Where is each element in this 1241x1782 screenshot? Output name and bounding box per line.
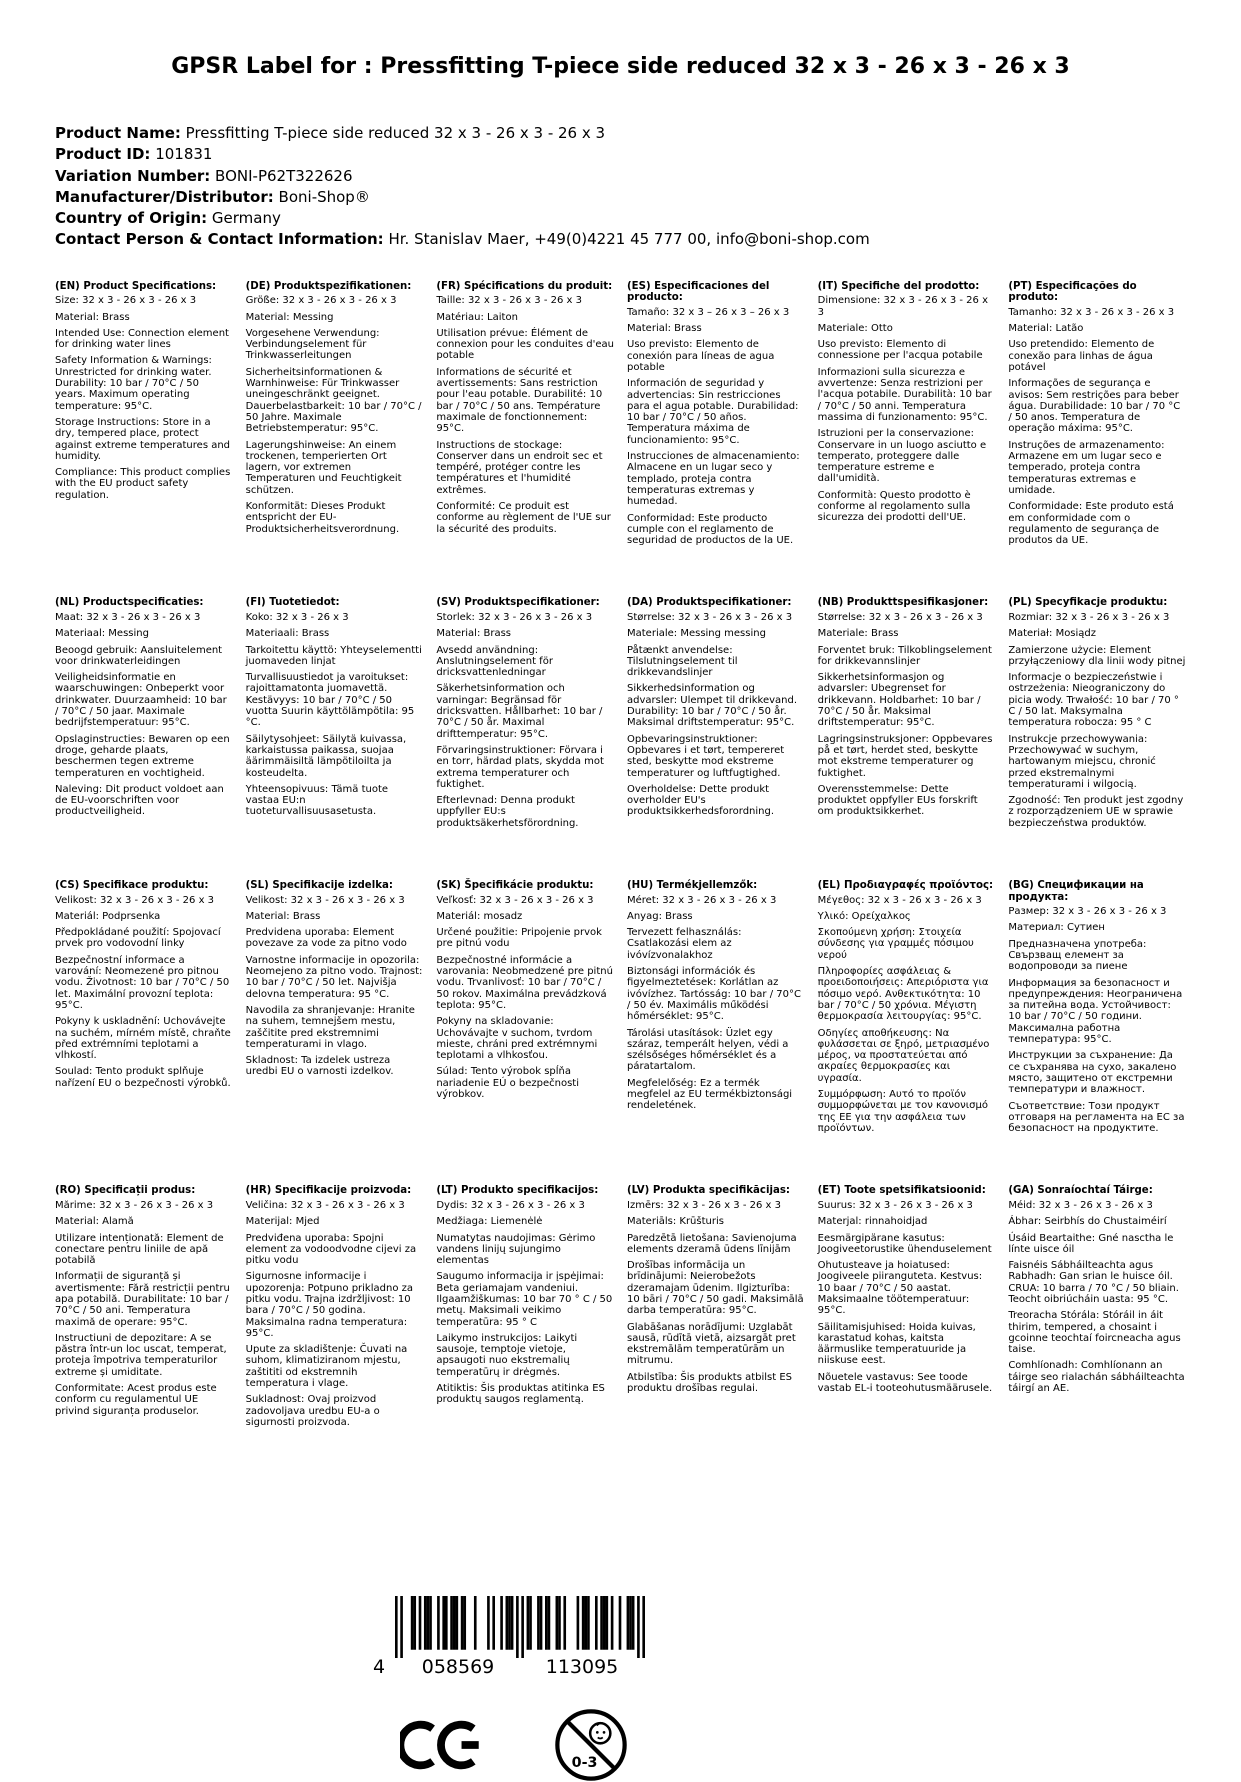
product-info-label: Product Name: bbox=[55, 124, 181, 142]
language-block-paragraph: Paredzētā lietošana: Savienojuma elements dzeramā ūdens līnijām bbox=[627, 1232, 797, 1255]
barcode-digit-left: 4 bbox=[372, 1656, 386, 1678]
language-block-paragraph: Predviđena uporaba: Spojni element za vodoodvodne cijevi za pitku vodu bbox=[245, 1232, 417, 1267]
language-block-header: (RO) Specificații produs: bbox=[55, 1185, 196, 1197]
language-block-header: (DE) Produktspezifikationen: bbox=[245, 280, 412, 292]
language-block-body bbox=[246, 295, 424, 535]
language-block-header: (FR) Spécifications du produit: bbox=[436, 280, 613, 292]
language-block bbox=[436, 1185, 614, 1433]
language-block-paragraph: Material: Alamă bbox=[55, 1216, 134, 1228]
age-warning-label: 0-3 bbox=[571, 1754, 598, 1771]
language-block-paragraph: Materiál: Podprsenka bbox=[55, 910, 161, 922]
language-block-paragraph: Súlad: Tento výrobok spĺňa nariadenie EÚ o bezpečnosti výrobkov. bbox=[436, 1066, 579, 1100]
language-block-paragraph: Opslaginstructies: Bewaren op een droge, geharde plaats, beschermen tegen extreme temperaturen en vochtigheid. bbox=[55, 733, 230, 779]
language-block-body bbox=[55, 895, 233, 1089]
language-block-paragraph: Σκοπούμενη χρήση: Στοιχεία σύνδεσης για γραμμές πόσιμου νερού bbox=[817, 927, 974, 961]
language-block-body bbox=[1008, 1200, 1186, 1394]
language-block-paragraph: Pokyny k uskladnění: Uchovávejte na suchém, mírném místě, chraňte před extrémními teplotami a vlhkostí. bbox=[55, 1016, 231, 1062]
language-block-paragraph: Größe: 32 x 3 - 26 x 3 - 26 x 3 bbox=[245, 295, 397, 307]
language-block-paragraph: Avsedd användning: Anslutningselement för dricksvattenledningar bbox=[436, 644, 553, 679]
language-block-paragraph: Uso previsto: Elemento di connessione per l'acqua potabile bbox=[817, 339, 983, 362]
language-block-paragraph: Materiāls: Krūšturis bbox=[627, 1216, 724, 1228]
product-info-value: BONI-P62T322626 bbox=[215, 166, 353, 185]
product-info bbox=[55, 123, 1186, 251]
language-block-paragraph: Rozmiar: 32 x 3 - 26 x 3 - 26 x 3 bbox=[1008, 611, 1170, 623]
product-info-value: Pressfitting T-piece side reduced 32 x 3 - 26 x 3 - 26 x 3 bbox=[185, 124, 606, 142]
language-block-paragraph: Dimensione: 32 x 3 - 26 x 3 - 26 x 3 bbox=[817, 295, 988, 318]
language-block-body bbox=[246, 1200, 424, 1428]
language-block-paragraph: Säilitamisjuhised: Hoida kuivas, karastatud kohas, kaitsta äärmuslike temperatuuride ja niiskuse eest. bbox=[817, 1321, 976, 1367]
language-block-paragraph: Naleving: Dit product voldoet aan de EU-voorschriften voor productveiligheid. bbox=[55, 783, 224, 818]
language-block-paragraph: Intended Use: Connection element for drinking water lines bbox=[55, 327, 229, 351]
language-block-paragraph: Ábhar: Seirbhís do Chustaiméirí bbox=[1008, 1216, 1167, 1228]
language-block-paragraph: Méid: 32 x 3 - 26 x 3 - 26 x 3 bbox=[1008, 1199, 1153, 1211]
language-block-paragraph: Lagerungshinweise: An einem trockenen, temperierten Ort lagern, vor extremen Temperaturen und Feuchtigkeit schützen. bbox=[245, 439, 402, 496]
language-block-paragraph: Utilizare intenționată: Element de conectare pentru liniile de apă potabilă bbox=[55, 1232, 224, 1267]
language-block bbox=[1008, 597, 1186, 834]
language-block-body bbox=[627, 612, 805, 818]
language-block-paragraph: Taille: 32 x 3 - 26 x 3 - 26 x 3 bbox=[436, 295, 582, 307]
product-info-row bbox=[55, 229, 1186, 250]
language-block-paragraph: Sikkerhetsinformasjon og advarsler: Ubegrenset for drikkevann. Holdbarhet: 10 bar / 70°C / 50 år. Maksimal driftstemperatur: 95°C. bbox=[817, 672, 981, 729]
language-block-paragraph: Sicherheitsinformationen & Warnhinweise: Für Trinkwasser uneingeschränkt geeignet. Dauerbelastbarkeit: 10 bar / 70°C / 50 Jahre. Maximale Betriebstemperatur: 95°C. bbox=[245, 366, 422, 435]
language-block bbox=[436, 880, 614, 1139]
language-block-paragraph: Matériau: Laiton bbox=[436, 311, 518, 323]
language-block-paragraph: Veličina: 32 x 3 - 26 x 3 - 26 x 3 bbox=[245, 1199, 405, 1211]
language-block-paragraph: Overensstemmelse: Dette produktet oppfyller EUs forskrift om produktsikkerhet. bbox=[817, 783, 978, 818]
language-block bbox=[818, 597, 996, 834]
language-block-paragraph: Storage Instructions: Store in a dry, tempered place, protect against extreme temperatures and humidity. bbox=[55, 416, 231, 462]
language-block-body bbox=[436, 612, 614, 829]
product-info-value: Hr. Stanislav Maer, +49(0)4221 45 777 00, info@boni-shop.com bbox=[388, 230, 870, 249]
ean13-barcode bbox=[372, 1596, 645, 1682]
language-block-header: (LT) Produkto specifikacijos: bbox=[436, 1185, 599, 1197]
language-block-paragraph: Informations de sécurité et avertissements: Sans restriction pour l'eau potable. Durabilité: 10 bar / 70°C / 50 ans. Température maximale de fonctionnement: 95°C. bbox=[436, 366, 603, 435]
product-info-label: Variation Number: bbox=[55, 166, 211, 185]
language-block bbox=[1008, 1185, 1186, 1433]
language-block-paragraph: Opbevaringsinstruktioner: Opbevares i et tørt, tempereret sted, beskytte mod ekstreme temperaturer og luftfugtighed. bbox=[627, 733, 785, 779]
product-info-row bbox=[55, 187, 1186, 208]
language-block-body bbox=[1008, 906, 1186, 1134]
language-block-paragraph: Tervezett felhasználás: Csatlakozási elem az ivóvízvonalakhoz bbox=[627, 927, 742, 961]
ce-mark-icon bbox=[400, 1720, 484, 1770]
language-block-body bbox=[55, 295, 233, 501]
language-block-paragraph: Informações de segurança e avisos: Sem restrições para beber água. Durabilidade: 10 bar / 70 °C / 50 anos. Temperatura de operação máxima: 95°C. bbox=[1008, 378, 1181, 435]
language-block-paragraph: Konformität: Dieses Produkt entspricht der EU-Produktsicherheitsverordnung. bbox=[245, 501, 400, 535]
language-block-paragraph: Medžiaga: Liemenėlė bbox=[436, 1216, 543, 1228]
language-block-paragraph: Información de seguridad y advertencias: Sin restricciones para el agua potable. Durabilidad: 10 bar / 70°C / 50 años. Temperatura máxima de funcionamiento: 95°C. bbox=[627, 378, 799, 446]
language-block-body bbox=[1008, 612, 1186, 829]
language-block-paragraph: Určené použitie: Pripojenie prvok pre pitnú vodu bbox=[436, 927, 602, 950]
language-block bbox=[246, 597, 424, 834]
language-block-paragraph: Úsáid Beartaithe: Gné nasctha le línte uisce óil bbox=[1008, 1232, 1174, 1255]
language-block-paragraph: Material: Latão bbox=[1008, 323, 1084, 335]
language-block-paragraph: Materiał: Mosiądz bbox=[1008, 628, 1097, 640]
language-block-paragraph: Veiligheidsinformatie en waarschuwingen: Onbeperkt voor drinkwater. Duurzaamheid: 10 bar / 70°C / 50 jaar. Maximale bedrijfstemperatuur: 95°C. bbox=[55, 672, 227, 729]
language-block bbox=[55, 880, 233, 1139]
language-block-paragraph: Izmērs: 32 x 3 - 26 x 3 - 26 x 3 bbox=[627, 1199, 781, 1211]
compliance-marks-row bbox=[400, 1708, 1186, 1782]
language-block-header: (NL) Productspecificaties: bbox=[55, 597, 204, 609]
language-block-paragraph: Ohutusteave ja hoiatused: Joogiveele piiranguteta. Kestvus: 10 baar / 70°C / 50 aastat. Maksimaalne töötemperatuur: 95°C. bbox=[817, 1260, 983, 1317]
language-block bbox=[1008, 880, 1186, 1139]
language-block-paragraph: Navodila za shranjevanje: Hranite na suhem, temnejšem mestu, zaščitite pred ekstremnimi temperaturami in vlago. bbox=[245, 1004, 415, 1050]
language-block-paragraph: Beoogd gebruik: Aansluitelement voor drinkwaterleidingen bbox=[55, 644, 223, 667]
language-block-paragraph: Overholdelse: Dette produkt overholder EU's produktsikkerhedsforordning. bbox=[627, 783, 775, 818]
language-block-paragraph: Yhteensopivuus: Tämä tuote vastaa EU:n tuoteturvallisuusasetusta. bbox=[245, 783, 389, 818]
product-info-label: Product ID: bbox=[55, 145, 151, 164]
language-block-paragraph: Συμμόρφωση: Αυτό το προϊόν συμμορφώνεται με τον κανονισμό της ΕΕ για την ασφάλεια των προϊόντων. bbox=[817, 1088, 988, 1134]
language-block-paragraph: Velikost: 32 x 3 - 26 x 3 - 26 x 3 bbox=[245, 894, 405, 906]
language-block bbox=[436, 281, 614, 552]
language-block-paragraph: Faisnéis Sábháilteachta agus Rabhadh: Gan srian le huisce óil. CRUA: 10 barra / 70 °C / 50 bliain. Teocht oibriúcháin uasta: 95 °C. bbox=[1008, 1260, 1179, 1305]
language-block-paragraph: Materjal: rinnahoidjad bbox=[817, 1216, 928, 1228]
language-block-paragraph: Maat: 32 x 3 - 26 x 3 - 26 x 3 bbox=[55, 611, 201, 623]
language-block bbox=[818, 1185, 996, 1433]
language-block-paragraph: Comhlíonadh: Comhlíonann an táirge seo rialachán sábháilteachta táirgí an AE. bbox=[1008, 1360, 1185, 1395]
barcode-bars-icon bbox=[395, 1596, 645, 1658]
language-block-header: (ET) Toote spetsifikatsioonid: bbox=[817, 1185, 986, 1197]
language-block bbox=[1008, 281, 1186, 552]
language-block-header: (IT) Specifiche del prodotto: bbox=[817, 280, 980, 292]
language-block-body bbox=[246, 612, 424, 818]
language-block-body bbox=[436, 295, 614, 535]
language-block-paragraph: Megfelelőség: Ez a termék megfelel az EU termékbiztonsági rendeletének. bbox=[627, 1077, 793, 1112]
language-block-paragraph: Størrelse: 32 x 3 - 26 x 3 - 26 x 3 bbox=[817, 611, 983, 623]
product-info-value: Germany bbox=[211, 209, 281, 228]
language-block-paragraph: Инструкции за съхранение: Да се съхранява на сухо, закалено място, защитено от екстремни температури и влажност. bbox=[1008, 1050, 1177, 1096]
language-block-paragraph: Säilytysohjeet: Säilytä kuivassa, karkaistussa paikassa, suojaa äärimmäisiltä lämpötiloilta ja kosteudelta. bbox=[245, 733, 407, 779]
language-block-paragraph: Mărime: 32 x 3 - 26 x 3 - 26 x 3 bbox=[55, 1199, 214, 1211]
language-block-paragraph: Eesmärgipärane kasutus: Joogiveetorustike ühenduselement bbox=[817, 1232, 992, 1255]
language-block-paragraph: Storlek: 32 x 3 - 26 x 3 - 26 x 3 bbox=[436, 611, 593, 623]
language-block-paragraph: Materiaali: Brass bbox=[245, 628, 330, 640]
language-block-header: (PT) Especificações do produto: bbox=[1008, 280, 1137, 304]
language-block-header: (BG) Спецификации на продукта: bbox=[1008, 880, 1144, 903]
language-block-paragraph: Nõuetele vastavus: See toode vastab EL-i tooteohutusmäärusele. bbox=[817, 1371, 993, 1395]
language-block-paragraph: Материал: Сутиен bbox=[1008, 922, 1105, 934]
language-block-paragraph: Conformidade: Este produto está em conformidade com o regulamento de segurança de produtos da UE. bbox=[1008, 501, 1174, 547]
language-block-paragraph: Efterlevnad: Denna produkt uppfyller EU:s produktsäkerhetsförordning. bbox=[436, 795, 579, 829]
language-block-header: (HR) Specifikacije proizvoda: bbox=[245, 1185, 412, 1197]
language-block-paragraph: Velikost: 32 x 3 - 26 x 3 - 26 x 3 bbox=[55, 894, 215, 906]
language-block-header: (GA) Sonraíochtaí Táirge: bbox=[1008, 1185, 1153, 1197]
language-block-paragraph: Material: Brass bbox=[627, 323, 702, 335]
language-block-paragraph: Instrucciones de almacenamiento: Almacene en un lugar seco y templado, proteja contra temperaturas extremas y humedad. bbox=[627, 451, 800, 508]
language-block-paragraph: Informații de siguranță și avertismente: Fără restricții pentru apa potabilă. Durabilitate: 10 bar / 70°C / 50 ani. Temperatura maximă de operare: 95°C. bbox=[55, 1271, 230, 1328]
language-block-body bbox=[436, 895, 614, 1101]
language-block-body bbox=[246, 895, 424, 1078]
language-block-paragraph: Treoracha Stórála: Stóráil in áit thirim, tempered, a chosaint i gcoinne teochtaí foircneacha agus taise. bbox=[1008, 1310, 1181, 1356]
language-block-paragraph: Istruzioni per la conservazione: Conservare in un luogo asciutto e temperato, proteggere dalle temperature estreme e dall'umidità. bbox=[817, 428, 987, 485]
product-info-row bbox=[55, 123, 1186, 144]
language-block-paragraph: Conformità: Questo prodotto è conforme al regolamento sulla sicurezza dei prodotti dell'UE. bbox=[817, 489, 971, 524]
language-block-paragraph: Sigurnosne informacije i upozorenja: Potpuno prikladno za pitku vodu. Trajna izdržljivost: 10 bara / 70°C / 50 godina. Maksimalna radna temperatura: 95°C. bbox=[245, 1271, 413, 1339]
language-block-paragraph: Materiál: mosadz bbox=[436, 910, 523, 922]
language-block-paragraph: Safety Information & Warnings: Unrestricted for drinking water. Durability: 10 bar / 70°C / 50 years. Maximum operating temperature: 95°C. bbox=[55, 355, 212, 412]
language-block-paragraph: Numatytas naudojimas: Gėrimo vandens linijų sujungimo elementas bbox=[436, 1232, 596, 1267]
language-block-body bbox=[627, 307, 805, 547]
language-block-paragraph: Glabāšanas norādījumi: Uzglabāt sausā, rūdītā vietā, aizsargāt pret ekstremālām temperatūrām un mitrumu. bbox=[627, 1321, 796, 1367]
language-block-paragraph: Koko: 32 x 3 - 26 x 3 bbox=[245, 611, 349, 623]
language-block-paragraph: Compliance: This product complies with the EU product safety regulation. bbox=[55, 467, 231, 501]
language-block-paragraph: Размер: 32 x 3 - 26 x 3 - 26 x 3 bbox=[1008, 906, 1167, 918]
language-block bbox=[55, 281, 233, 552]
product-info-label: Country of Origin: bbox=[55, 209, 208, 228]
language-block-header: (ES) Especificaciones del producto: bbox=[627, 280, 770, 304]
language-block-header: (EN) Product Specifications: bbox=[55, 280, 217, 292]
language-block-paragraph: Bezpečnostní informace a varování: Neomezené pro pitnou vodu. Životnost: 10 bar / 70°C / 50 let. Maximální provozní teplota: 95°C. bbox=[55, 954, 230, 1011]
language-block-paragraph: Saugumo informacija ir įspėjimai: Beta geriamajam vandeniui. Ilgaamžiškumas: 10 bar 70 ° C / 50 metų. Maksimali veikimo temperatūra: 95 ° C bbox=[436, 1271, 613, 1328]
language-block bbox=[627, 1185, 805, 1433]
language-block-paragraph: Material: Brass bbox=[55, 311, 130, 323]
language-block-paragraph: Varnostne informacije in opozorila: Neomejeno za pitno vodo. Trajnost: 10 bar / 70°C / 50 let. Najvišja delovna temperatura: 95 °C. bbox=[245, 954, 423, 1000]
language-block-paragraph: Информация за безопасност и предупреждения: Неограничена за питейна вода. Устойчивост: 10 bar / 70°C / 50 години. Максимална работна температура: 95°C. bbox=[1008, 977, 1183, 1046]
language-block-paragraph: Conformitate: Acest produs este conform cu regulamentul UE privind siguranța produselor. bbox=[55, 1383, 217, 1417]
language-block-header: (DA) Produktspecifikationer: bbox=[627, 597, 792, 609]
language-block-paragraph: Pokyny na skladovanie: Uchovávajte v suchom, tvrdom mieste, chráni pred extrémnymi teplotami a vlhkosťou. bbox=[436, 1016, 598, 1062]
language-block-paragraph: Materiale: Messing messing bbox=[627, 628, 766, 640]
language-block-paragraph: Zgodność: Ten produkt jest zgodny z rozporządzeniem UE w sprawie bezpieczeństwa produktów. bbox=[1008, 795, 1184, 829]
product-info-value: 101831 bbox=[155, 145, 213, 164]
language-block-paragraph: Οδηγίες αποθήκευσης: Να φυλάσσεται σε ξηρό, μετριασμένο μέρος, να προστατεύεται από ακραίες θερμοκρασίες και υγρασία. bbox=[817, 1027, 990, 1084]
language-block-paragraph: Förvaringsinstruktioner: Förvara i en torr, härdad plats, skydda mot extrema temperaturer och fuktighet. bbox=[436, 744, 604, 790]
language-block-paragraph: Méret: 32 x 3 - 26 x 3 - 26 x 3 bbox=[627, 894, 777, 906]
language-block-paragraph: Påtænkt anvendelse: Tilslutningselement til drikkevandslinjer bbox=[627, 644, 738, 679]
product-info-label: Contact Person & Contact Information: bbox=[55, 230, 384, 249]
language-block-paragraph: Πληροφορίες ασφάλειας & προειδοποιήσεις: Απεριόριστα για πόσιμο νερό. Ανθεκτικότητα: 10 bar / 70°C / 50 χρόνια. Μέγιστη θερμοκρασία λειτουργίας: 95°C. bbox=[817, 966, 989, 1023]
language-block-body bbox=[1008, 307, 1186, 547]
product-info-row bbox=[55, 144, 1186, 165]
product-info-row bbox=[55, 208, 1186, 229]
language-block-paragraph: Size: 32 x 3 - 26 x 3 - 26 x 3 bbox=[55, 295, 197, 307]
language-block-paragraph: Säkerhetsinformation och varningar: Begränsad för dricksvatten. Hållbarhet: 10 bar / 70°C / 50 år. Maximal drifttemperatur: 95°C. bbox=[436, 683, 603, 740]
bottom-symbols-section bbox=[55, 1596, 1186, 1782]
language-block-paragraph: Uso previsto: Elemento de conexión para líneas de agua potable bbox=[627, 339, 775, 373]
language-block-paragraph: Bezpečnostné informácie a varovania: Neobmedzené pre pitnú vodu. Trvanlivosť: 10 bar / 70°C / 50 rokov. Maximálna prevádzková teplota: 95°C. bbox=[436, 954, 613, 1011]
language-block-paragraph: Laikymo instrukcijos: Laikyti sausoje, temptoje vietoje, apsaugoti nuo ekstremalių temperatūrų ir drėgmės. bbox=[436, 1332, 578, 1378]
language-block-paragraph: Υλικό: Ορείχαλκος bbox=[817, 910, 911, 922]
language-block-paragraph: Conformité: Ce produit est conforme au règlement de l'UE sur la sécurité des produits. bbox=[436, 501, 611, 535]
language-block-paragraph: Sukladnost: Ovaj proizvod zadovoljava uredbu EU-a o sigurnosti proizvoda. bbox=[245, 1394, 380, 1428]
language-block-header: (CS) Specifikace produktu: bbox=[55, 880, 209, 892]
language-block bbox=[818, 880, 996, 1139]
language-block-paragraph: Skladnost: Ta izdelek ustreza uredbi EU o varnosti izdelkov. bbox=[245, 1055, 394, 1078]
language-block-paragraph: Atitiktis: Šis produktas atitinka ES produktų saugos reglamentą. bbox=[436, 1383, 605, 1406]
barcode-digit-group1: 058569 bbox=[421, 1656, 495, 1678]
language-block-body bbox=[627, 1200, 805, 1394]
barcode-digit-group2: 113095 bbox=[545, 1656, 619, 1678]
language-block-header: (LV) Produkta specifikācijas: bbox=[627, 1185, 790, 1197]
language-block-paragraph: Instruções de armazenamento: Armazene em um lugar seco e temperado, proteja contra temperaturas extremas e umidade. bbox=[1008, 439, 1165, 496]
language-block-body bbox=[818, 612, 996, 818]
language-block-paragraph: Tamanho: 32 x 3 - 26 x 3 - 26 x 3 bbox=[1008, 306, 1175, 318]
language-block-paragraph: Μέγεθος: 32 x 3 - 26 x 3 - 26 x 3 bbox=[817, 894, 982, 906]
language-block-body bbox=[55, 612, 233, 818]
language-block-paragraph: Materiaal: Messing bbox=[55, 628, 149, 640]
language-block-paragraph: Turvallisuustiedot ja varoitukset: rajoittamatonta juomavettä. Kestävyys: 10 bar / 70°C / 50 vuotta Suurin käyttölämpötila: 95 °C. bbox=[245, 672, 415, 729]
language-block-paragraph: Dydis: 32 x 3 - 26 x 3 - 26 x 3 bbox=[436, 1199, 585, 1211]
language-block-body bbox=[818, 895, 996, 1135]
language-block bbox=[436, 597, 614, 834]
language-block-body bbox=[55, 1200, 233, 1417]
product-info-value: Boni-Shop® bbox=[278, 187, 370, 206]
language-block-header: (SK) Špecifikácie produktu: bbox=[436, 880, 594, 892]
language-block-paragraph: Instructions de stockage: Conserver dans un endroit sec et tempéré, protéger contre les températures et l'humidité extrêmes. bbox=[436, 439, 603, 496]
language-block-paragraph: Conformidad: Este producto cumple con el reglamento de seguridad de productos de la UE. bbox=[627, 512, 794, 547]
language-block bbox=[627, 281, 805, 552]
language-block bbox=[246, 880, 424, 1139]
product-info-label: Manufacturer/Distributor: bbox=[55, 187, 274, 206]
language-block-paragraph: Zamierzone użycie: Element przyłączeniowy dla linii wody pitnej bbox=[1008, 644, 1186, 667]
language-block bbox=[55, 597, 233, 834]
language-block-paragraph: Atbilstība: Šis produkts atbilst ES produktu drošības regulai. bbox=[627, 1371, 793, 1395]
language-grid bbox=[55, 281, 1186, 1433]
language-block bbox=[627, 880, 805, 1139]
product-info-row bbox=[55, 166, 1186, 187]
language-block-paragraph: Vorgesehene Verwendung: Verbindungselement für Trinkwasserleitungen bbox=[245, 327, 380, 362]
language-block-paragraph: Veľkosť: 32 x 3 - 26 x 3 - 26 x 3 bbox=[436, 894, 594, 906]
language-block-paragraph: Utilisation prévue: Élément de connexion pour les conduites d'eau potable bbox=[436, 327, 614, 362]
language-block-paragraph: Предназначена употреба: Свързващ елемент за водопроводи за пиене bbox=[1008, 938, 1147, 973]
language-block-paragraph: Forventet bruk: Tilkoblingselement for drikkevannslinjer bbox=[817, 644, 992, 667]
language-block-paragraph: Suurus: 32 x 3 - 26 x 3 - 26 x 3 bbox=[817, 1199, 973, 1211]
language-block-body bbox=[436, 1200, 614, 1406]
language-block-paragraph: Lagringsinstruksjoner: Oppbevares på et tørt, herdet sted, beskytte mot ekstreme temperaturer og fuktighet. bbox=[817, 733, 993, 779]
language-block-header: (NB) Produkttspesifikasjoner: bbox=[817, 597, 989, 609]
language-block-header: (EL) Προδιαγραφές προϊόντος: bbox=[817, 880, 994, 892]
page-title: GPSR Label for : Pressfitting T-piece side reduced 32 x 3 - 26 x 3 - 26 x 3 bbox=[171, 54, 1070, 79]
language-block-paragraph: Upute za skladištenje: Čuvati na suhom, klimatiziranom mjestu, zaštititi od ekstremnih temperatura i vlage. bbox=[245, 1344, 408, 1390]
language-block-paragraph: Soulad: Tento produkt splňuje nařízení EU o bezpečnosti výrobků. bbox=[55, 1066, 231, 1089]
language-block-paragraph: Instrukcje przechowywania: Przechowywać w suchym, hartowanym miejscu, chronić przed ekstremalnymi temperaturami i wilgocią. bbox=[1008, 733, 1156, 790]
language-block bbox=[55, 1185, 233, 1433]
language-block-body bbox=[818, 1200, 996, 1394]
language-block-paragraph: Съответствие: Този продукт отговаря на регламента на ЕС за безопасност на продуктите. bbox=[1008, 1100, 1185, 1135]
language-block-paragraph: Materiale: Otto bbox=[817, 322, 893, 334]
language-block-body bbox=[627, 895, 805, 1112]
language-block-header: (SV) Produktspecifikationer: bbox=[436, 597, 600, 609]
language-block-header: (HU) Termékjellemzők: bbox=[627, 880, 758, 892]
language-block-paragraph: Tarkoitettu käyttö: Yhteyselementti juomaveden linjat bbox=[245, 644, 422, 667]
language-block-paragraph: Informazioni sulla sicurezza e avvertenze: Senza restrizioni per l'acqua potabile. Durabilità: 10 bar / 70°C / 50 anni. Temperatura massima di funzionamento: 95°C. bbox=[817, 366, 992, 423]
language-block-paragraph: Material: Brass bbox=[245, 910, 321, 922]
language-block-paragraph: Anyag: Brass bbox=[627, 910, 693, 922]
language-block-header: (SL) Specifikacije izdelka: bbox=[245, 880, 393, 892]
language-block-paragraph: Sikkerhedsinformation og advarsler: Ulempet til drikkevand. Durability: 10 bar / 70°C / 50 år. Maksimal driftstemperatur: 95°C. bbox=[627, 683, 798, 729]
language-block-paragraph: Drošības informācija un brīdinājumi: Neierobežots dzeramajam ūdenim. Ilgizturība: 10 bāri / 70°C / 50 gadi. Maksimālā darba temperatūra: 95°C. bbox=[627, 1260, 804, 1317]
language-block-paragraph: Biztonsági információk és figyelmeztetések: Korlátlan az ivóvízhez. Tartósság: 10 bar / 70°C / 50 év. Maximális működési hőmérséklet: 95°C. bbox=[627, 966, 801, 1023]
language-block-paragraph: Materijal: Mjed bbox=[245, 1216, 320, 1228]
language-block-header: (FI) Tuotetiedot: bbox=[245, 597, 340, 609]
language-block-header: (PL) Specyfikacje produktu: bbox=[1008, 597, 1168, 609]
language-block-paragraph: Instructiuni de depozitare: A se păstra într-un loc uscat, temperat, proteja împotriva temperaturilor extreme și umiditate. bbox=[55, 1332, 227, 1378]
language-block-body bbox=[818, 295, 996, 523]
language-block-paragraph: Předpokládané použití: Spojovací prvek pro vodovodní linky bbox=[55, 927, 221, 950]
language-block-paragraph: Material: Brass bbox=[436, 628, 512, 640]
language-block bbox=[246, 281, 424, 552]
language-block-paragraph: Materiale: Brass bbox=[817, 628, 899, 640]
language-block bbox=[627, 597, 805, 834]
language-block-paragraph: Uso pretendido: Elemento de conexão para linhas de água potável bbox=[1008, 339, 1155, 373]
age-warning-0-3-icon bbox=[554, 1708, 628, 1782]
language-block-paragraph: Størrelse: 32 x 3 - 26 x 3 - 26 x 3 bbox=[627, 611, 793, 623]
language-block-paragraph: Tamaño: 32 x 3 – 26 x 3 – 26 x 3 bbox=[627, 306, 790, 318]
language-block bbox=[246, 1185, 424, 1433]
language-block-paragraph: Tárolási utasítások: Üzlet egy száraz, temperált helyen, védi a szélsőséges hőmérséklet és a páratartalom. bbox=[627, 1027, 789, 1073]
language-block-paragraph: Material: Messing bbox=[245, 311, 334, 323]
language-block bbox=[818, 281, 996, 552]
language-block-paragraph: Informacje o bezpieczeństwie i ostrzeżenia: Nieograniczony do picia wody. Trwałość: 10 bar / 70 ° C / 50 lat. Maksymalna temperatura robocza: 95 ° C bbox=[1008, 672, 1179, 729]
language-block-paragraph: Predvidena uporaba: Element povezave za vode za pitno vodo bbox=[245, 927, 407, 950]
